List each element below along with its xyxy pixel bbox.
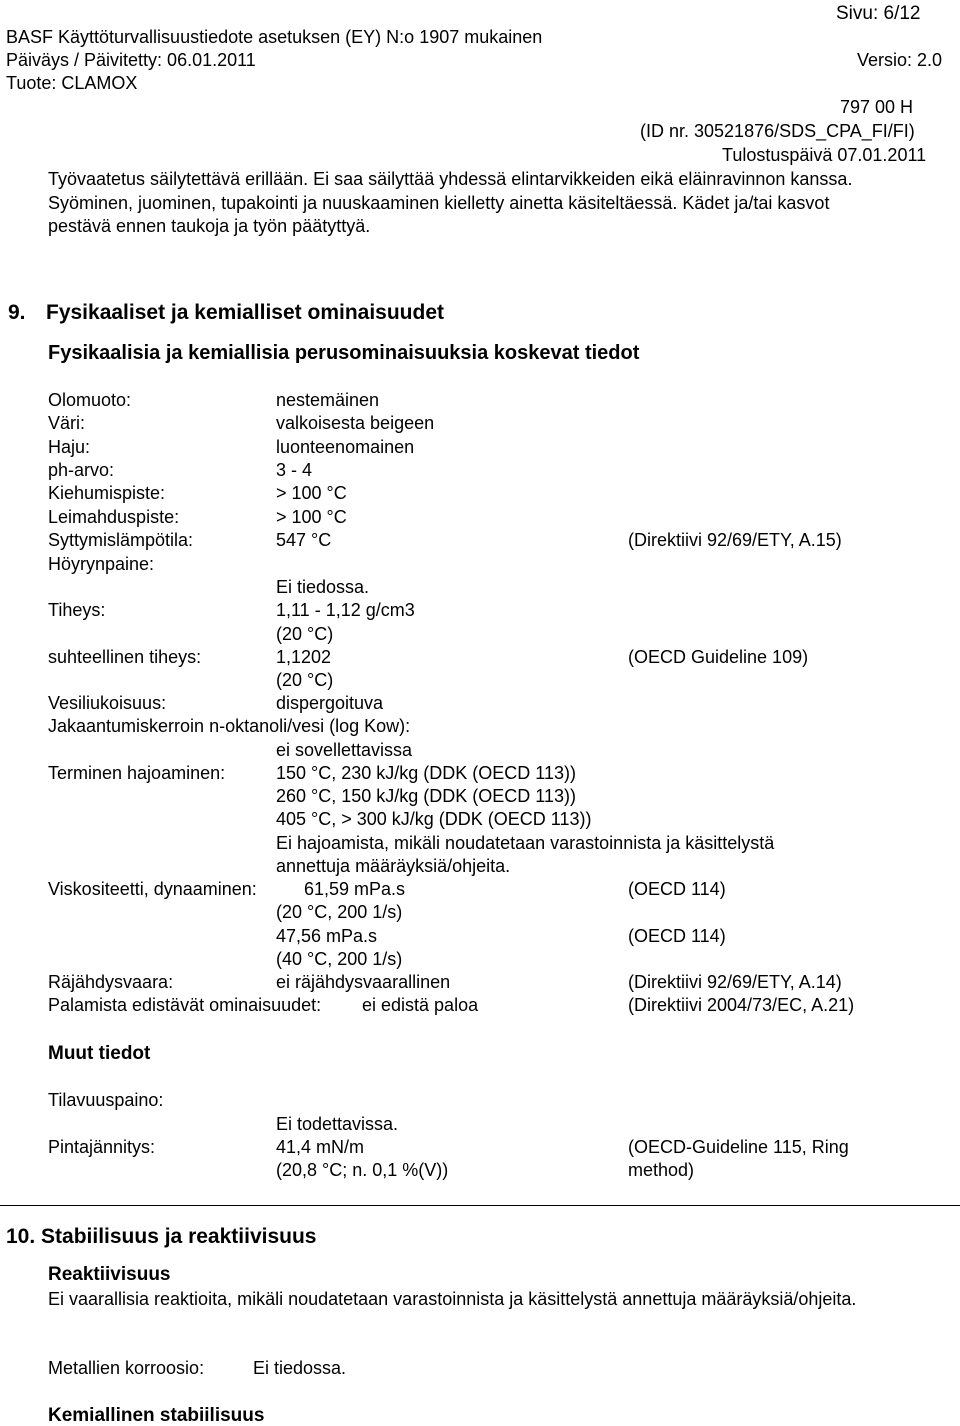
property-label: ph-arvo:	[48, 460, 115, 480]
property-value: 150 °C, 230 kJ/kg (DDK (OECD 113))	[276, 763, 576, 783]
property-label: Leimahduspiste:	[48, 507, 180, 527]
property-label: Metallien korroosio:	[48, 1358, 205, 1378]
property-label: Väri:	[48, 413, 86, 433]
property-condition: (20 °C)	[276, 624, 334, 644]
property-method: (Direktiivi 92/69/ETY, A.15)	[628, 530, 842, 550]
property-value: 547 °C	[276, 530, 332, 550]
property-value: 47,56 mPa.s	[276, 926, 378, 946]
product-code: 797 00 H	[840, 97, 914, 117]
property-label: Olomuoto:	[48, 390, 132, 410]
property-value: Ei tiedossa.	[276, 577, 370, 597]
property-label: Pintajännitys:	[48, 1137, 156, 1157]
section-divider	[0, 1205, 960, 1206]
property-value: ei sovellettavissa	[276, 740, 413, 760]
document-id: (ID nr. 30521876/SDS_CPA_FI/FI)	[640, 121, 915, 141]
property-method: (OECD-Guideline 115, Ring	[628, 1137, 849, 1157]
property-label: Syttymislämpötila:	[48, 530, 194, 550]
stability-title: Kemiallinen stabiilisuus	[48, 1405, 265, 1426]
reactivity-text: Ei vaarallisia reaktioita, mikäli noudatetaan varastoinnista ja käsittelystä annettuja määräyksiä/ohjeita.	[48, 1289, 857, 1309]
intro-line-3: pestävä ennen taukoja ja työn päätyttyä.	[48, 216, 371, 236]
product-name: Tuote: CLAMOX	[6, 73, 138, 93]
property-value: Ei tiedossa.	[253, 1358, 347, 1378]
property-label: Jakaantumiskerroin n-oktanoli/vesi (log Kow):	[48, 716, 411, 736]
property-label: Tilavuuspaino:	[48, 1090, 164, 1110]
page-number: Sivu: 6/12	[836, 3, 921, 24]
print-date: Tulostuspäivä 07.01.2011	[722, 145, 927, 165]
property-method: (Direktiivi 92/69/ETY, A.14)	[628, 972, 842, 992]
property-value: 1,1202	[276, 647, 332, 667]
property-value: 41,4 mN/m	[276, 1137, 365, 1157]
property-condition: (20 °C)	[276, 670, 334, 690]
property-value: > 100 °C	[276, 507, 347, 527]
intro-line-1: Työvaatetus säilytettävä erillään. Ei saa säilyttää yhdessä elintarvikkeiden eikä eläinravinnon kanssa.	[48, 169, 853, 189]
property-value: Ei todettavissa.	[276, 1114, 399, 1134]
property-value: 405 °C, > 300 kJ/kg (DDK (OECD 113))	[276, 809, 592, 829]
reactivity-title: Reaktiivisuus	[48, 1264, 171, 1285]
property-value: nestemäinen	[276, 390, 380, 410]
property-label: Terminen hajoaminen:	[48, 763, 226, 783]
property-value: 1,11 - 1,12 g/cm3	[276, 600, 415, 620]
property-value: > 100 °C	[276, 483, 347, 503]
section-title: Fysikaaliset ja kemialliset ominaisuudet	[46, 301, 445, 324]
property-label: Vesiliukoisuus:	[48, 693, 167, 713]
property-value: ei räjähdysvaarallinen	[276, 972, 451, 992]
property-label: Höyrynpaine:	[48, 554, 155, 574]
property-note: annettuja määräyksiä/ohjeita.	[276, 856, 511, 876]
other-info-title: Muut tiedot	[48, 1043, 151, 1064]
property-note: Ei hajoamista, mikäli noudatetaan varastoinnista ja käsittelystä	[276, 833, 775, 853]
property-value: dispergoituva	[276, 693, 384, 713]
section-10-title: 10. Stabiilisuus ja reaktiivisuus	[6, 1225, 317, 1248]
revision-date: Päiväys / Päivitetty: 06.01.2011	[6, 50, 256, 70]
property-method: (Direktiivi 2004/73/EC, A.21)	[628, 995, 855, 1015]
property-label: Viskositeetti, dynaaminen:	[48, 879, 257, 899]
regulation-line: BASF Käyttöturvallisuustiedote asetuksen (EY) N:o 1907 mukainen	[6, 27, 543, 47]
section-number: 9.	[8, 301, 26, 324]
property-value: ei edistä paloa	[362, 995, 479, 1015]
property-value: valkoisesta beigeen	[276, 413, 435, 433]
property-condition: (40 °C, 200 1/s)	[276, 949, 403, 969]
property-value: 3 - 4	[276, 460, 313, 480]
property-label: Haju:	[48, 437, 91, 457]
property-label: Palamista edistävät ominaisuudet:	[48, 995, 322, 1015]
property-value: 260 °C, 150 kJ/kg (DDK (OECD 113))	[276, 786, 576, 806]
property-method: (OECD 114)	[628, 879, 726, 899]
property-value: luonteenomainen	[276, 437, 415, 457]
property-label: Tiheys:	[48, 600, 106, 620]
property-label: Kiehumispiste:	[48, 483, 166, 503]
version: Versio: 2.0	[857, 50, 943, 70]
property-method: method)	[628, 1160, 695, 1180]
property-label: Räjähdysvaara:	[48, 972, 174, 992]
property-value: 61,59 mPa.s	[304, 879, 406, 899]
section-subtitle: Fysikaalisia ja kemiallisia perusominaisuuksia koskevat tiedot	[48, 342, 640, 364]
property-condition: (20,8 °C; n. 0,1 %(V))	[276, 1160, 449, 1180]
property-condition: (20 °C, 200 1/s)	[276, 902, 403, 922]
property-label: suhteellinen tiheys:	[48, 647, 202, 667]
property-method: (OECD Guideline 109)	[628, 647, 809, 667]
intro-line-2: Syöminen, juominen, tupakointi ja nuuskaaminen kielletty ainetta käsiteltäessä. Kädet ja/tai kasvot	[48, 193, 830, 213]
property-method: (OECD 114)	[628, 926, 726, 946]
